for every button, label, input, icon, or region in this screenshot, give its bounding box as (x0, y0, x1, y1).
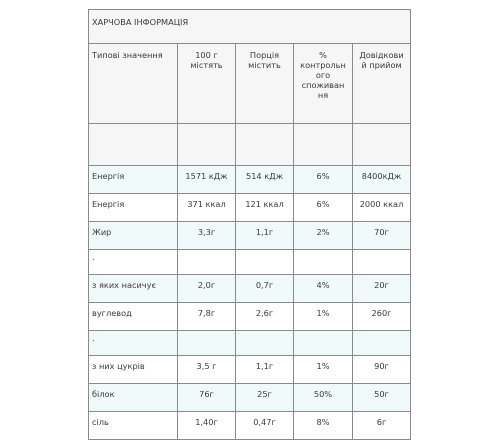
header-text: Типові значення (92, 50, 163, 60)
reference-intake-cell: 260г (353, 303, 411, 331)
spacer-cell (178, 124, 236, 166)
per-portion-cell: 121 ккал (236, 194, 294, 222)
nutrient-name-cell: . (89, 331, 178, 356)
nutrient-name-cell: вуглевод (89, 303, 178, 331)
per-100g-cell: 3,3г (178, 222, 236, 250)
reference-intake-cell: 20г (353, 275, 411, 303)
header-text: контрольн (300, 60, 346, 70)
percent-ri-cell: 4% (294, 275, 353, 303)
table-row (89, 166, 411, 194)
percent-ri-cell: 2% (294, 222, 353, 250)
per-portion-cell: 1,1г (236, 222, 294, 250)
header-text: містять (190, 60, 223, 70)
reference-intake-cell: 6г (353, 412, 411, 440)
header-typical-values (89, 44, 178, 124)
per-100g-cell: 1,40г (178, 412, 236, 440)
reference-intake-cell: 2000 ккал (353, 194, 411, 222)
table-row (89, 275, 411, 303)
per-portion-cell (236, 331, 294, 356)
header-text: ня (317, 90, 329, 100)
header-per-100g (178, 44, 236, 124)
table-spacer-row (89, 124, 411, 166)
nutrient-name-cell: Жир (89, 222, 178, 250)
per-portion-cell: 25г (236, 384, 294, 412)
per-100g-cell (178, 250, 236, 275)
percent-ri-cell: 6% (294, 194, 353, 222)
per-portion-cell: 0,47г (236, 412, 294, 440)
table-row (89, 222, 411, 250)
per-portion-cell: 2,6г (236, 303, 294, 331)
reference-intake-cell: 70г (353, 222, 411, 250)
spacer-cell (294, 124, 353, 166)
header-text: Порція (249, 50, 280, 60)
table-header-row (89, 44, 411, 124)
percent-ri-cell: 1% (294, 303, 353, 331)
per-100g-cell: 3,5 г (178, 356, 236, 384)
nutrition-table-container (88, 9, 410, 427)
spacer-cell (236, 124, 294, 166)
spacer-cell (89, 124, 178, 166)
table-row (89, 250, 411, 275)
nutrient-name-cell: білок (89, 384, 178, 412)
header-text: Довідкови (359, 50, 404, 60)
per-100g-cell: 7,8г (178, 303, 236, 331)
per-100g-cell: 2,0г (178, 275, 236, 303)
header-text: й прийом (361, 60, 402, 70)
header-text: споживан (301, 80, 345, 90)
nutrient-name-cell: Енергія (89, 194, 178, 222)
percent-ri-cell: 50% (294, 384, 353, 412)
reference-intake-cell (353, 331, 411, 356)
header-reference-intake (353, 44, 411, 124)
table-row (89, 303, 411, 331)
header-text: % (319, 50, 327, 60)
table-row (89, 356, 411, 384)
table-row (89, 412, 411, 440)
reference-intake-cell: 90г (353, 356, 411, 384)
percent-ri-cell: 6% (294, 166, 353, 194)
table-row (89, 384, 411, 412)
header-text: містить (248, 60, 281, 70)
per-portion-cell (236, 250, 294, 275)
percent-ri-cell: 1% (294, 356, 353, 384)
table-title: ХАРЧОВА ІНФОРМАЦІЯ (89, 10, 411, 44)
header-per-portion (236, 44, 294, 124)
reference-intake-cell: 50г (353, 384, 411, 412)
per-portion-cell: 0,7г (236, 275, 294, 303)
per-100g-cell (178, 331, 236, 356)
percent-ri-cell (294, 250, 353, 275)
nutrient-name-cell: з яких насичує (89, 275, 178, 303)
table-row (89, 194, 411, 222)
reference-intake-cell (353, 250, 411, 275)
spacer-cell (353, 124, 411, 166)
table-row (89, 331, 411, 356)
header-reference-intake-percent (294, 44, 353, 124)
reference-intake-cell: 8400кДж (353, 166, 411, 194)
nutrient-name-cell: сіль (89, 412, 178, 440)
table-title-row (89, 10, 411, 44)
header-text: 100 г (195, 50, 218, 60)
per-portion-cell: 514 кДж (236, 166, 294, 194)
nutrient-name-cell: з них цукрів (89, 356, 178, 384)
nutrient-name-cell: Енергія (89, 166, 178, 194)
header-text: ого (315, 70, 331, 80)
per-100g-cell: 1571 кДж (178, 166, 236, 194)
per-100g-cell: 76г (178, 384, 236, 412)
percent-ri-cell (294, 331, 353, 356)
percent-ri-cell: 8% (294, 412, 353, 440)
per-100g-cell: 371 ккал (178, 194, 236, 222)
per-portion-cell: 1,1г (236, 356, 294, 384)
nutrition-table (88, 9, 411, 440)
nutrient-name-cell: . (89, 250, 178, 275)
